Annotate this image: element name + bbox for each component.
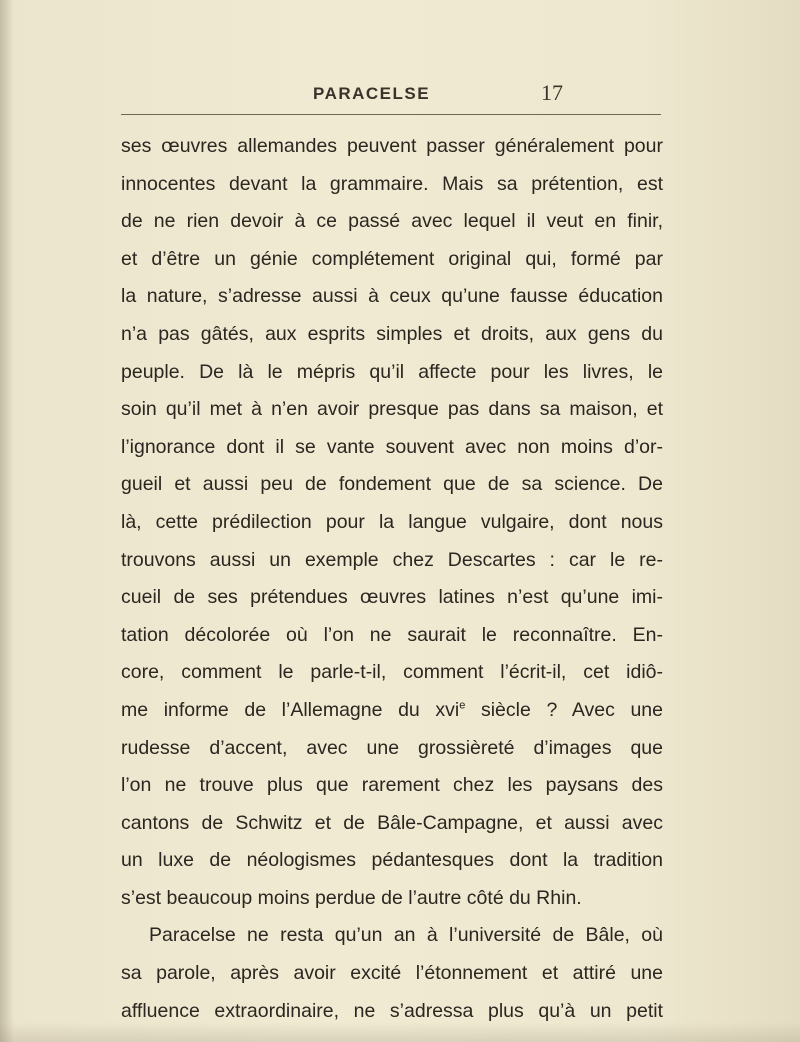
text-line-with-superscript (121, 692, 663, 730)
text-line: l’on ne trouve plus que rarement chez les paysans des (121, 774, 663, 797)
text-line: s’est beaucoup moins perdue de l’autre côté du Rhin. (121, 886, 582, 909)
running-head: PARACELSE (313, 84, 431, 103)
text-line: cantons de Schwitz et de Bâle-Campagne, et aussi avec (121, 811, 663, 834)
text-line: cueil de ses prétendues œuvres latines n’est qu’une imi- (121, 586, 663, 609)
text-line: ses œuvres allemandes peuvent passer généralement pour (121, 135, 663, 157)
text-line: tation décolorée où l’on ne saurait le reconnaître. En- (121, 623, 663, 646)
text-line: soin qu’il met à n’en avoir presque pas dans sa maison, et (121, 398, 663, 421)
superscript: e (459, 699, 466, 712)
text-line: innocentes devant la grammaire. Mais sa prétention, est (121, 172, 663, 195)
text-segment: me informe de l’Allemagne du xvi (121, 698, 460, 721)
page-header (121, 80, 661, 110)
text-line: et d’être un génie complétement original qui, formé par (121, 247, 663, 270)
text-line: un luxe de néologismes pédantesques dont la tradition (121, 849, 663, 872)
page-gutter-shadow (0, 0, 14, 1042)
text-line: peuple. De là le mépris qu’il affecte pour les livres, le (121, 360, 663, 383)
text-line: de ne rien devoir à ce passé avec lequel il veut en finir, (121, 210, 663, 233)
page-number: 17 (541, 80, 563, 105)
page-bottom-edge (0, 1022, 800, 1042)
text-line: n’a pas gâtés, aux esprits simples et droits, aux gens du (121, 322, 663, 345)
text-line: là, cette prédilection pour la langue vulgaire, dont nous (121, 510, 663, 533)
text-line: trouvons aussi un exemple chez Descartes : car le re- (121, 548, 663, 571)
text-line: affluence extraordinaire, ne s’adressa plus qu’à un petit (121, 999, 663, 1022)
text-line: la nature, s’adresse aussi à ceux qu’une fausse éducation (121, 285, 663, 308)
text-line: gueil et aussi peu de fondement que de sa science. De (121, 473, 663, 496)
text-line: l’ignorance dont il se vante souvent avec non moins d’or- (121, 435, 663, 458)
header-rule (121, 114, 661, 115)
text-line: sa parole, après avoir excité l’étonnement et attiré une (121, 962, 663, 985)
text-line: rudesse d’accent, avec une grossièreté d’images que (121, 736, 663, 759)
text-segment: siècle ? Avec une (465, 698, 663, 721)
text-line: core, comment le parle-t-il, comment l’écrit-il, cet idiô- (121, 661, 663, 684)
body-text (121, 128, 663, 1030)
paragraph-first-line: Paracelse ne resta qu’un an à l’université de Bâle, où (149, 924, 663, 947)
